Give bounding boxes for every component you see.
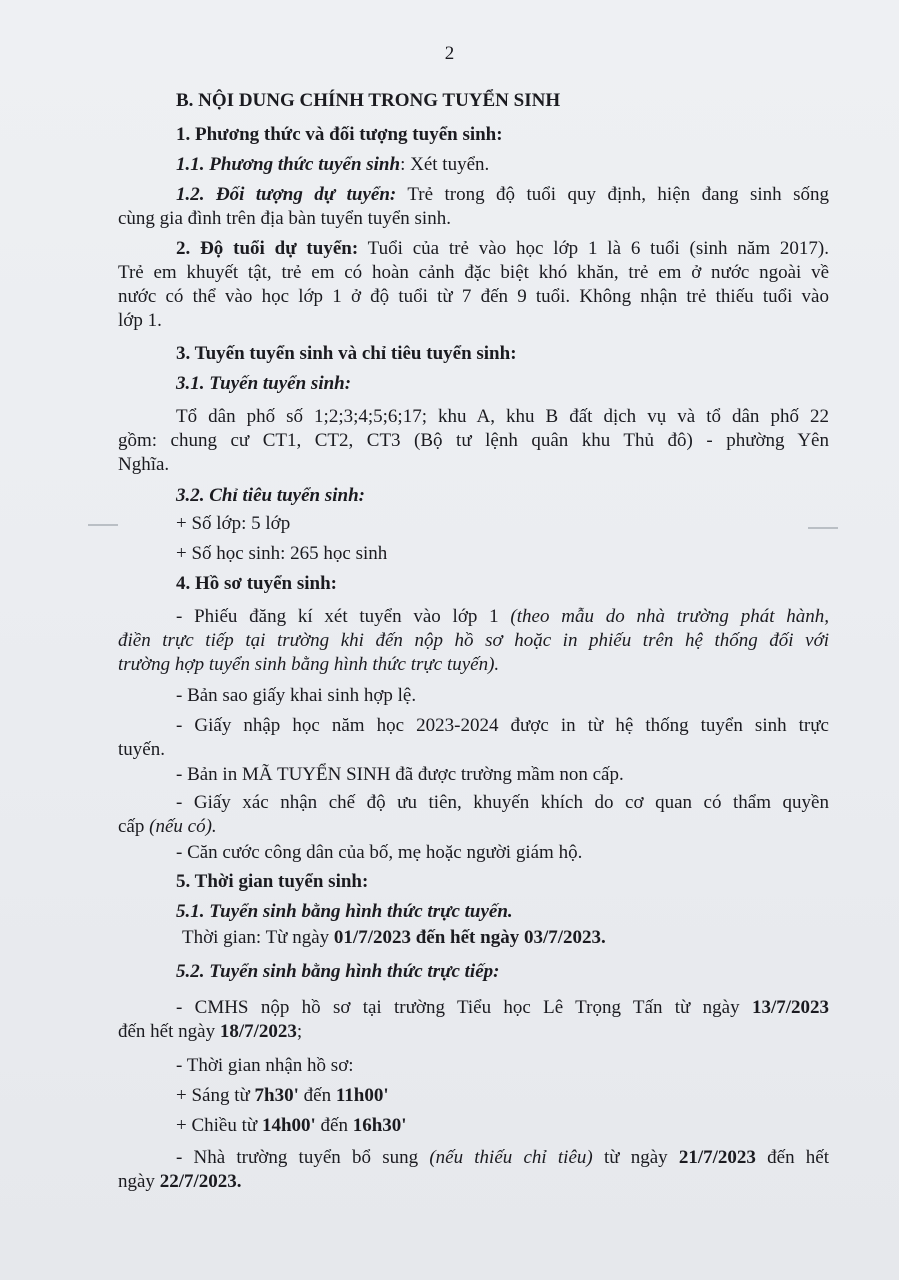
scan-mark-left [88, 524, 118, 526]
section-3-1-line1: Tổ dân phố số 1;2;3;4;5;6;17; khu A, khu B đất dịch vụ và tổ dân phố 22 [176, 406, 829, 427]
docs-item-6: - Căn cước công dân của bố, mẹ hoặc người giám hộ. [176, 842, 583, 863]
receive-time: - Thời gian nhận hồ sơ: [176, 1055, 354, 1076]
section-1-2-line2: cùng gia đình trên địa bàn tuyển tuyển sinh. [118, 208, 451, 229]
section-1-title: 1. Phương thức và đối tượng tuyển sinh: [176, 124, 503, 145]
page-number: 2 [444, 43, 455, 64]
afternoon-time: + Chiều từ 14h00' đến 16h30' [176, 1115, 407, 1136]
section-3-2-title: 3.2. Chỉ tiêu tuyển sinh: [176, 485, 365, 506]
section-5-2-title: 5.2. Tuyển sinh bằng hình thức trực tiếp: [176, 961, 500, 982]
class-count: + Số lớp: 5 lớp [176, 513, 291, 534]
section-3-1-line3: Nghĩa. [118, 454, 170, 475]
docs-item-1-line1: - Phiếu đăng kí xét tuyển vào lớp 1 (theo mẫu do nhà trường phát hành, [176, 606, 829, 627]
docs-item-1-line3: trường hợp tuyển sinh bằng hình thức trực tuyến). [118, 654, 500, 675]
section-5-1-time: Thời gian: Từ ngày 01/7/2023 đến hết ngày 03/7/2023. [182, 927, 606, 948]
section-2-line3: nước có thể vào học lớp 1 ở độ tuổi từ 7 đến 9 tuổi. Không nhận trẻ thiếu tuổi vào [118, 286, 829, 307]
docs-item-2: - Bản sao giấy khai sinh hợp lệ. [176, 685, 417, 706]
supplementary-line2: ngày 22/7/2023. [118, 1171, 242, 1192]
docs-item-1-line2: điền trực tiếp tại trường khi đến nộp hồ sơ hoặc in phiếu trên hệ thống đối với [118, 630, 829, 651]
section-2-line1: 2. Độ tuổi dự tuyển: Tuổi của trẻ vào học lớp 1 là 6 tuổi (sinh năm 2017). [176, 238, 830, 259]
section-3-1-line2: gồm: chung cư CT1, CT2, CT3 (Bộ tư lệnh quân khu Thủ đô) - phường Yên [118, 430, 829, 451]
section-5-2-line1: - CMHS nộp hồ sơ tại trường Tiểu học Lê Trọng Tấn từ ngày 13/7/2023 [176, 997, 829, 1018]
section-5-2-line2: đến hết ngày 18/7/2023; [118, 1021, 303, 1042]
section-2-line2: Trẻ em khuyết tật, trẻ em có hoàn cảnh đặc biệt khó khăn, trẻ em ở nước ngoài về [118, 262, 829, 283]
section-1-1: 1.1. Phương thức tuyển sinh: Xét tuyển. [176, 154, 490, 175]
section-4-title: 4. Hồ sơ tuyển sinh: [176, 573, 337, 594]
student-count: + Số học sinh: 265 học sinh [176, 543, 388, 564]
docs-item-3-line1: - Giấy nhập học năm học 2023-2024 được in từ hệ thống tuyển sinh trực [176, 715, 829, 736]
section-1-2-line1: 1.2. Đối tượng dự tuyển: Trẻ trong độ tuổi quy định, hiện đang sinh sống [176, 184, 829, 205]
section-3-title: 3. Tuyến tuyển sinh và chỉ tiêu tuyển sinh: [176, 343, 517, 364]
docs-item-5-line2: cấp (nếu có). [118, 816, 217, 837]
heading-b: B. NỘI DUNG CHÍNH TRONG TUYỂN SINH [176, 90, 561, 111]
docs-item-5-line1: - Giấy xác nhận chế độ ưu tiên, khuyến khích do cơ quan có thẩm quyền [176, 792, 829, 813]
docs-item-4: - Bản in MÃ TUYỂN SINH đã được trường mầm non cấp. [176, 764, 624, 785]
section-5-1-title: 5.1. Tuyển sinh bằng hình thức trực tuyến. [176, 901, 513, 922]
section-2-line4: lớp 1. [118, 310, 162, 331]
docs-item-3-line2: tuyến. [118, 739, 165, 760]
morning-time: + Sáng từ 7h30' đến 11h00' [176, 1085, 389, 1106]
section-3-1-title: 3.1. Tuyến tuyển sinh: [176, 373, 352, 394]
scan-mark-right [808, 527, 838, 529]
supplementary-line1: - Nhà trường tuyển bổ sung (nếu thiếu chỉ tiêu) từ ngày 21/7/2023 đến hết [176, 1147, 830, 1168]
section-5-title: 5. Thời gian tuyển sinh: [176, 871, 369, 892]
